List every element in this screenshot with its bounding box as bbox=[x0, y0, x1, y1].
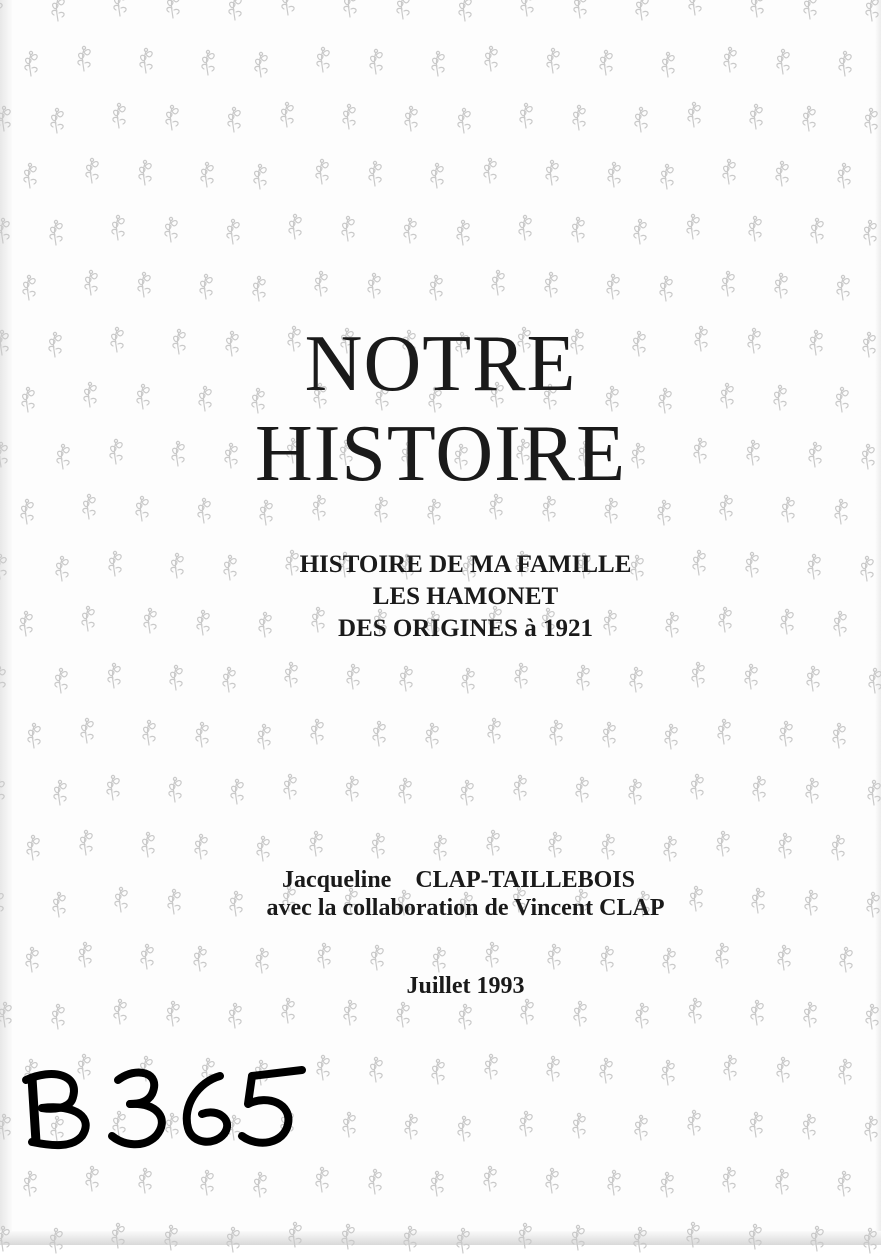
floral-motif-icon bbox=[0, 999, 16, 1029]
floral-motif-icon bbox=[771, 158, 793, 188]
floral-motif-icon bbox=[625, 664, 647, 694]
floral-motif-icon bbox=[602, 271, 624, 301]
floral-motif-icon bbox=[81, 155, 103, 185]
floral-motif-icon bbox=[717, 268, 739, 298]
floral-motif-icon bbox=[515, 100, 537, 130]
floral-motif-icon bbox=[364, 158, 386, 188]
subtitle-line-2: LES HAMONET bbox=[372, 583, 559, 610]
floral-motif-icon bbox=[45, 217, 67, 247]
floral-motif-icon bbox=[629, 216, 651, 246]
floral-motif-icon bbox=[425, 272, 447, 302]
floral-motif-icon bbox=[859, 217, 881, 247]
floral-motif-icon bbox=[193, 495, 215, 525]
floral-motif-icon bbox=[367, 830, 389, 860]
floral-motif-icon bbox=[313, 940, 335, 970]
collaboration-credit: avec la collaboration de Vincent CLAP bbox=[266, 895, 665, 921]
floral-motif-icon bbox=[109, 0, 131, 18]
floral-motif-icon bbox=[799, 999, 821, 1029]
floral-motif-icon bbox=[19, 160, 41, 190]
floral-motif-icon bbox=[567, 1222, 589, 1252]
floral-motif-icon bbox=[744, 213, 766, 243]
floral-motif-icon bbox=[45, 1225, 67, 1255]
floral-motif-icon bbox=[284, 211, 306, 241]
floral-motif-icon bbox=[452, 217, 474, 247]
floral-motif-icon bbox=[515, 1108, 537, 1138]
floral-motif-icon bbox=[222, 216, 244, 246]
floral-motif-icon bbox=[249, 161, 271, 191]
floral-motif-icon bbox=[392, 0, 414, 21]
floral-motif-icon bbox=[683, 1107, 705, 1137]
floral-motif-icon bbox=[23, 720, 45, 750]
floral-motif-icon bbox=[806, 1223, 828, 1253]
floral-motif-icon bbox=[252, 833, 274, 863]
floral-motif-icon bbox=[50, 665, 72, 695]
floral-motif-icon bbox=[603, 1167, 625, 1197]
floral-motif-icon bbox=[427, 48, 449, 78]
title-line-1: NOTRE bbox=[304, 320, 577, 408]
floral-motif-icon bbox=[859, 1225, 881, 1255]
floral-motif-icon bbox=[195, 271, 217, 301]
floral-motif-icon bbox=[0, 0, 7, 14]
floral-motif-icon bbox=[828, 720, 850, 750]
floral-motif-icon bbox=[400, 103, 422, 133]
floral-motif-icon bbox=[255, 497, 277, 527]
floral-motif-icon bbox=[860, 1113, 881, 1143]
floral-motif-icon bbox=[423, 496, 445, 526]
floral-motif-icon bbox=[224, 1000, 246, 1030]
floral-motif-icon bbox=[771, 1166, 793, 1196]
floral-motif-icon bbox=[777, 494, 799, 524]
floral-motif-icon bbox=[833, 160, 855, 190]
floral-motif-icon bbox=[775, 718, 797, 748]
floral-motif-icon bbox=[861, 0, 881, 23]
floral-motif-icon bbox=[748, 773, 770, 803]
floral-motif-icon bbox=[131, 493, 153, 523]
floral-motif-icon bbox=[682, 211, 704, 241]
floral-motif-icon bbox=[164, 774, 186, 804]
floral-motif-icon bbox=[224, 0, 246, 22]
floral-motif-icon bbox=[108, 100, 130, 130]
floral-motif-icon bbox=[311, 156, 333, 186]
floral-motif-icon bbox=[427, 1056, 449, 1086]
floral-motif-icon bbox=[160, 1222, 182, 1252]
floral-motif-icon bbox=[543, 941, 565, 971]
floral-motif-icon bbox=[363, 270, 385, 300]
floral-motif-icon bbox=[827, 832, 849, 862]
floral-motif-icon bbox=[160, 214, 182, 244]
floral-motif-icon bbox=[368, 718, 390, 748]
floral-motif-icon bbox=[218, 664, 240, 694]
floral-motif-icon bbox=[509, 772, 531, 802]
publication-date: Juillet 1993 bbox=[406, 973, 525, 999]
floral-motif-icon bbox=[487, 267, 509, 297]
title-line-2: HISTOIRE bbox=[255, 410, 626, 498]
floral-motif-icon bbox=[683, 99, 705, 129]
floral-motif-icon bbox=[16, 496, 38, 526]
floral-motif-icon bbox=[541, 1165, 563, 1195]
floral-motif-icon bbox=[312, 44, 334, 74]
floral-motif-icon bbox=[597, 831, 619, 861]
floral-motif-icon bbox=[630, 1112, 652, 1142]
floral-motif-icon bbox=[399, 215, 421, 245]
floral-motif-icon bbox=[47, 0, 69, 23]
floral-motif-icon bbox=[659, 833, 681, 863]
floral-motif-icon bbox=[191, 719, 213, 749]
floral-motif-icon bbox=[774, 830, 796, 860]
floral-motif-icon bbox=[250, 49, 272, 79]
floral-motif-icon bbox=[718, 1164, 740, 1194]
floral-motif-icon bbox=[516, 0, 538, 18]
floral-motif-icon bbox=[226, 776, 248, 806]
floral-motif-icon bbox=[249, 1169, 271, 1199]
floral-motif-icon bbox=[481, 939, 503, 969]
floral-motif-icon bbox=[161, 102, 183, 132]
floral-motif-icon bbox=[595, 47, 617, 77]
floral-motif-icon bbox=[600, 495, 622, 525]
floral-motif-icon bbox=[740, 661, 762, 691]
floral-motif-icon bbox=[514, 212, 536, 242]
floral-motif-icon bbox=[798, 1111, 820, 1141]
floral-motif-icon bbox=[629, 1224, 651, 1254]
floral-motif-icon bbox=[630, 104, 652, 134]
floral-motif-icon bbox=[103, 660, 125, 690]
floral-motif-icon bbox=[656, 1169, 678, 1199]
floral-motif-icon bbox=[744, 1221, 766, 1251]
floral-motif-icon bbox=[18, 272, 40, 302]
floral-motif-icon bbox=[162, 0, 184, 20]
floral-motif-icon bbox=[802, 663, 824, 693]
floral-motif-icon bbox=[572, 662, 594, 692]
floral-motif-icon bbox=[392, 999, 414, 1029]
floral-motif-icon bbox=[339, 0, 361, 19]
floral-motif-icon bbox=[745, 1109, 767, 1139]
floral-motif-icon bbox=[544, 829, 566, 859]
floral-motif-icon bbox=[162, 998, 184, 1028]
floral-motif-icon bbox=[49, 777, 71, 807]
floral-motif-icon bbox=[718, 156, 740, 186]
floral-motif-icon bbox=[400, 1111, 422, 1141]
floral-motif-icon bbox=[569, 0, 591, 20]
floral-motif-icon bbox=[196, 159, 218, 189]
floral-motif-icon bbox=[102, 772, 124, 802]
floral-motif-icon bbox=[0, 103, 15, 133]
floral-motif-icon bbox=[138, 717, 160, 747]
floral-motif-icon bbox=[0, 215, 14, 245]
floral-motif-icon bbox=[770, 270, 792, 300]
floral-motif-icon bbox=[832, 272, 854, 302]
floral-motif-icon bbox=[540, 269, 562, 299]
floral-motif-icon bbox=[482, 827, 504, 857]
floral-motif-icon bbox=[568, 1110, 590, 1140]
floral-motif-icon bbox=[134, 1165, 156, 1195]
floral-motif-icon bbox=[338, 1109, 360, 1139]
author-first-name: Jacqueline bbox=[282, 867, 392, 893]
floral-motif-icon bbox=[0, 775, 9, 805]
floral-motif-icon bbox=[480, 1051, 502, 1081]
floral-motif-icon bbox=[80, 267, 102, 297]
floral-motif-icon bbox=[772, 1054, 794, 1084]
floral-motif-icon bbox=[457, 665, 479, 695]
floral-motif-icon bbox=[364, 1166, 386, 1196]
floral-motif-icon bbox=[657, 49, 679, 79]
floral-motif-icon bbox=[305, 828, 327, 858]
floral-motif-icon bbox=[773, 942, 795, 972]
floral-motif-icon bbox=[341, 773, 363, 803]
floral-motif-icon bbox=[833, 1168, 855, 1198]
floral-motif-icon bbox=[568, 102, 590, 132]
floral-motif-icon bbox=[133, 269, 155, 299]
floral-motif-icon bbox=[19, 1168, 41, 1198]
handwritten-catalog-mark bbox=[12, 1056, 312, 1156]
floral-motif-icon bbox=[541, 157, 563, 187]
floral-motif-icon bbox=[687, 659, 709, 689]
floral-motif-icon bbox=[276, 99, 298, 129]
floral-motif-icon bbox=[365, 46, 387, 76]
floral-motif-icon bbox=[483, 715, 505, 745]
floral-motif-icon bbox=[806, 215, 828, 245]
floral-motif-icon bbox=[76, 715, 98, 745]
floral-motif-icon bbox=[686, 771, 708, 801]
floral-motif-icon bbox=[394, 775, 416, 805]
floral-motif-icon bbox=[253, 721, 275, 751]
floral-motif-icon bbox=[746, 0, 768, 19]
floral-motif-icon bbox=[337, 213, 359, 243]
floral-motif-icon bbox=[631, 1000, 653, 1030]
floral-motif-icon bbox=[631, 0, 653, 22]
floral-motif-icon bbox=[567, 214, 589, 244]
floral-motif-icon bbox=[624, 776, 646, 806]
floral-motif-icon bbox=[834, 48, 856, 78]
floral-motif-icon bbox=[421, 720, 443, 750]
floral-motif-icon bbox=[47, 1001, 69, 1031]
floral-motif-icon bbox=[772, 46, 794, 76]
floral-motif-icon bbox=[429, 832, 451, 862]
floral-motif-icon bbox=[712, 828, 734, 858]
floral-motif-icon bbox=[311, 1164, 333, 1194]
floral-motif-icon bbox=[197, 47, 219, 77]
floral-motif-icon bbox=[20, 48, 42, 78]
floral-motif-icon bbox=[860, 105, 881, 135]
floral-motif-icon bbox=[134, 157, 156, 187]
floral-motif-icon bbox=[660, 721, 682, 751]
floral-motif-icon bbox=[456, 777, 478, 807]
floral-motif-icon bbox=[684, 0, 706, 17]
floral-motif-icon bbox=[190, 831, 212, 861]
floral-motif-icon bbox=[107, 212, 129, 242]
floral-motif-icon bbox=[279, 771, 301, 801]
floral-motif-icon bbox=[426, 160, 448, 190]
floral-motif-icon bbox=[480, 43, 502, 73]
floral-motif-icon bbox=[834, 1056, 856, 1086]
floral-motif-icon bbox=[830, 496, 852, 526]
floral-motif-icon bbox=[75, 827, 97, 857]
floral-motif-icon bbox=[342, 661, 364, 691]
floral-motif-icon bbox=[595, 1055, 617, 1085]
floral-motif-icon bbox=[370, 494, 392, 524]
floral-motif-icon bbox=[22, 832, 44, 862]
floral-motif-icon bbox=[596, 943, 618, 973]
floral-motif-icon bbox=[863, 777, 881, 807]
subtitle-line-3: DES ORIGINES à 1921 bbox=[338, 615, 593, 642]
floral-motif-icon bbox=[719, 1052, 741, 1082]
floral-motif-icon bbox=[454, 0, 476, 23]
floral-motif-icon bbox=[479, 1163, 501, 1193]
floral-motif-icon bbox=[0, 1223, 14, 1253]
floral-motif-icon bbox=[248, 273, 270, 303]
floral-motif-icon bbox=[861, 1001, 881, 1031]
floral-motif-icon bbox=[107, 1220, 129, 1250]
floral-motif-icon bbox=[514, 1220, 536, 1250]
floral-motif-icon bbox=[510, 660, 532, 690]
floral-motif-icon bbox=[137, 829, 159, 859]
floral-motif-icon bbox=[798, 103, 820, 133]
floral-motif-icon bbox=[337, 1221, 359, 1251]
floral-motif-icon bbox=[653, 497, 675, 527]
floral-motif-icon bbox=[799, 0, 821, 21]
floral-motif-icon bbox=[453, 105, 475, 135]
floral-motif-icon bbox=[81, 1163, 103, 1193]
floral-motif-icon bbox=[542, 45, 564, 75]
floral-motif-icon bbox=[603, 159, 625, 189]
floral-motif-icon bbox=[545, 717, 567, 747]
floral-motif-icon bbox=[165, 662, 187, 692]
floral-motif-icon bbox=[655, 273, 677, 303]
floral-motif-icon bbox=[426, 1168, 448, 1198]
floral-motif-icon bbox=[74, 939, 96, 969]
floral-motif-icon bbox=[479, 155, 501, 185]
floral-motif-icon bbox=[136, 941, 158, 971]
floral-motif-icon bbox=[189, 943, 211, 973]
floral-motif-icon bbox=[452, 1225, 474, 1255]
floral-motif-icon bbox=[222, 1224, 244, 1254]
floral-motif-icon bbox=[657, 1057, 679, 1087]
floral-motif-icon bbox=[223, 104, 245, 134]
floral-motif-icon bbox=[366, 942, 388, 972]
floral-motif-icon bbox=[711, 940, 733, 970]
author-last-name: CLAP-TAILLEBOIS bbox=[415, 867, 635, 893]
floral-motif-icon bbox=[715, 492, 737, 522]
floral-motif-icon bbox=[713, 716, 735, 746]
floral-motif-icon bbox=[365, 1054, 387, 1084]
floral-motif-icon bbox=[656, 161, 678, 191]
floral-motif-icon bbox=[277, 0, 299, 17]
floral-motif-icon bbox=[0, 663, 10, 693]
floral-motif-icon bbox=[569, 998, 591, 1028]
floral-motif-icon bbox=[571, 774, 593, 804]
floral-motif-icon bbox=[801, 775, 823, 805]
floral-motif-icon bbox=[598, 719, 620, 749]
floral-motif-icon bbox=[46, 105, 68, 135]
floral-motif-icon bbox=[135, 45, 157, 75]
floral-motif-icon bbox=[338, 101, 360, 131]
floral-motif-icon bbox=[312, 1052, 334, 1082]
floral-motif-icon bbox=[719, 44, 741, 74]
subtitle-line-1: HISTOIRE DE MA FAMILLE bbox=[299, 551, 632, 578]
floral-motif-icon bbox=[306, 716, 328, 746]
floral-motif-icon bbox=[310, 268, 332, 298]
floral-motif-icon bbox=[280, 659, 302, 689]
floral-motif-icon bbox=[454, 1001, 476, 1031]
floral-motif-icon bbox=[453, 1113, 475, 1143]
floral-motif-icon bbox=[395, 663, 417, 693]
floral-motif-icon bbox=[864, 665, 881, 695]
floral-motif-icon bbox=[542, 1053, 564, 1083]
floral-motif-icon bbox=[196, 1167, 218, 1197]
floral-motif-icon bbox=[745, 101, 767, 131]
floral-motif-icon bbox=[73, 43, 95, 73]
floral-motif-icon bbox=[399, 1223, 421, 1253]
